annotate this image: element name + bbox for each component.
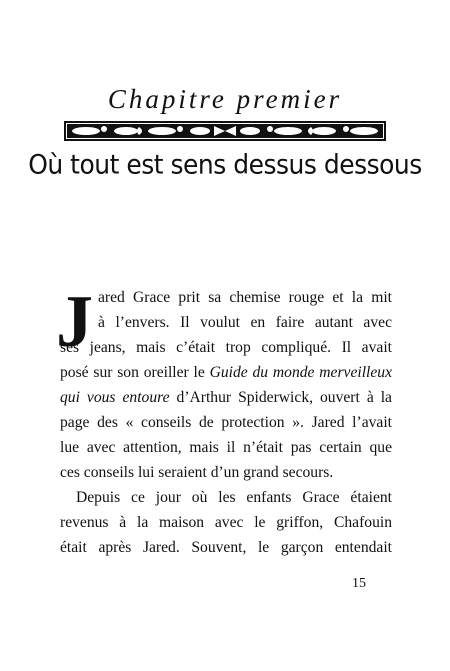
drop-cap: J (56, 281, 93, 363)
text-line: lue avec attention, mais il n’était pas certain que (60, 439, 392, 456)
chapter-ornament-band (64, 121, 386, 141)
paragraph-1 (56, 281, 392, 485)
body-text (56, 281, 392, 560)
text-line: ces conseils lui seraient d’un grand secours. (60, 464, 334, 481)
text-line (60, 360, 392, 385)
text-line: revenus à la maison avec le griffon, Chafouin (60, 514, 392, 531)
text-line: Depuis ce jour où les enfants Grace étaient (76, 489, 392, 506)
paragraph-2 (60, 485, 392, 560)
text-line: était après Jared. Souvent, le garçon entendait (60, 539, 392, 556)
chapter-label: Chapitre premier (107, 84, 343, 114)
page-number: 15 (352, 576, 366, 591)
text-line: ses jeans, mais c’était trop compliqué. Il avait (60, 339, 392, 356)
chapter-title: Où tout est sens dessus dessous (28, 148, 422, 181)
text-line: ared Grace prit sa chemise rouge et la mit (98, 289, 392, 306)
text-line: à l’envers. Il voulut en faire autant avec (98, 314, 392, 331)
text-segment: posé sur son oreiller le (60, 364, 205, 381)
text-segment: d’Arthur Spiderwick, ouvert à la (169, 389, 392, 406)
book-title-part: Guide du monde merveilleux (209, 364, 392, 381)
book-title-part: qui vous entoure (60, 389, 170, 406)
text-line: page des « conseils de protection ». Jared l’avait (60, 414, 392, 431)
text-line (60, 385, 392, 410)
